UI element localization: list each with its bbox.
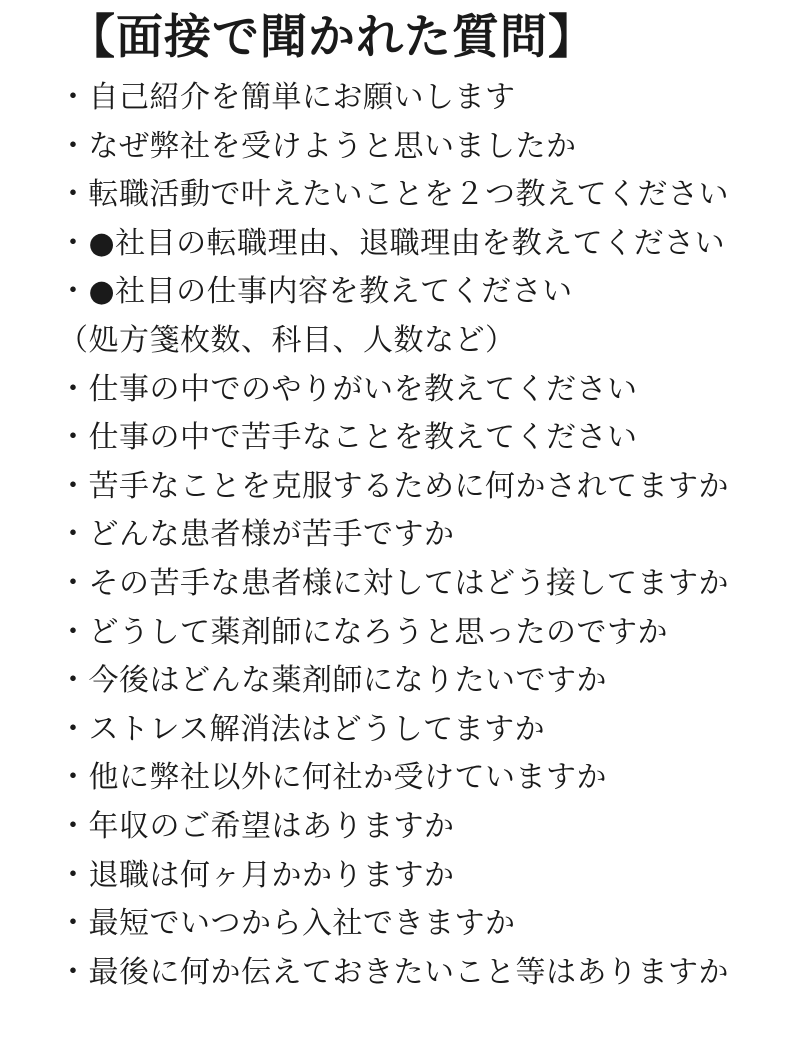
- list-item: ・今後はどんな薬剤師になりたいですか: [58, 663, 607, 699]
- list-item: ・●社目の転職理由、退職理由を教えてください: [58, 225, 726, 261]
- list-item: ・最短でいつから入社できますか: [58, 906, 516, 942]
- list-item: ・自己紹介を簡単にお願いします: [58, 80, 516, 115]
- list-item: ・退職は何ヶ月かかりますか: [58, 857, 455, 893]
- list-item: ・苦手なことを克服するために何かされてますか: [58, 468, 729, 504]
- page-title: 【面接で聞かれた質問】: [68, 10, 596, 65]
- list-item: ・●社目の仕事内容を教えてください: [58, 274, 573, 310]
- list-item: ・ストレス解消法はどうしてますか: [58, 711, 546, 747]
- list-item: ・転職活動で叶えたいことを２つ教えてください: [58, 177, 729, 213]
- list-item: ・仕事の中でのやりがいを教えてください: [58, 371, 638, 407]
- list-item: ・最後に何か伝えておきたいこと等はありますか: [58, 954, 729, 990]
- list-item: ・どうして薬剤師になろうと思ったのですか: [58, 614, 668, 650]
- list-item: ・なぜ弊社を受けようと思いましたか: [58, 128, 577, 164]
- list-item: ・その苦手な患者様に対してはどう接してますか: [58, 565, 729, 601]
- list-item: ・他に弊社以外に何社か受けていますか: [58, 760, 607, 796]
- list-item-note: （処方箋枚数、科目、人数など）: [58, 322, 516, 358]
- list-item: ・仕事の中で苦手なことを教えてください: [58, 420, 638, 456]
- list-item: ・どんな患者様が苦手ですか: [58, 517, 455, 553]
- list-item: ・年収のご希望はありますか: [58, 808, 455, 844]
- question-list: [58, 74, 729, 997]
